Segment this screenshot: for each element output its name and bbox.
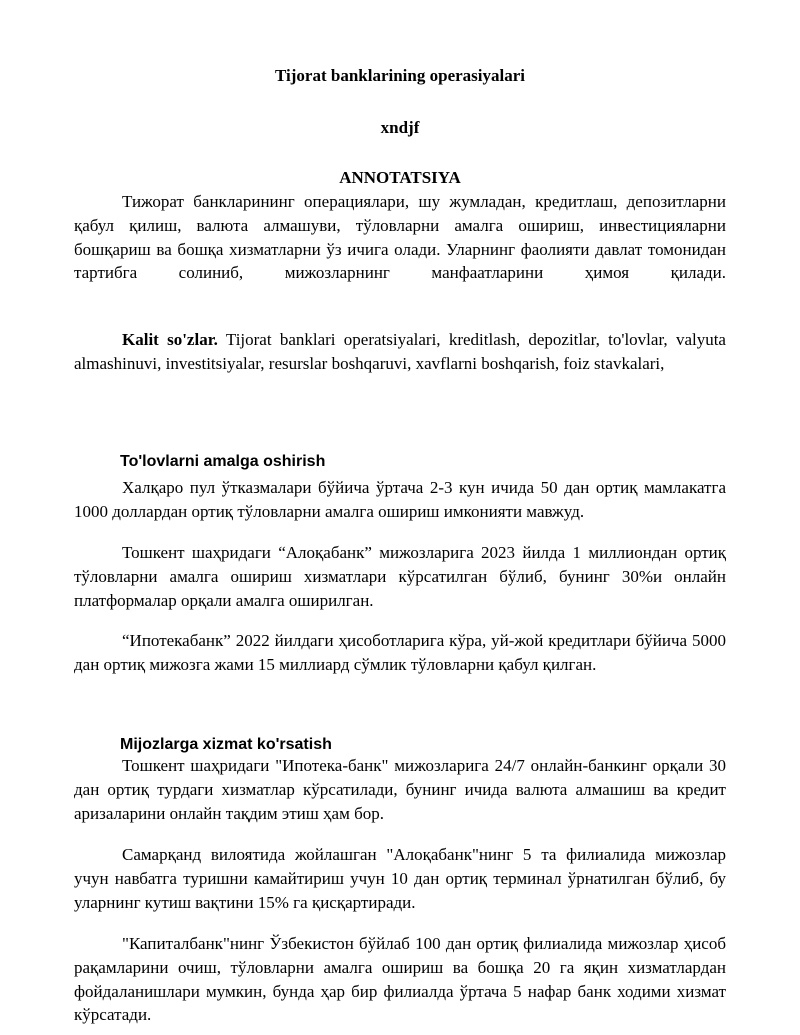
annotation-paragraph: Тижорат банкларининг операциялари, шу жумладан, кредитлаш, депозитларни қабул қилиш, валюта алмашуви, тўловларни амалга ошириш, инвестицияларни бошқариш ва бошқа хизматларни ўз ичига олади. Уларнинг фаолияти давлат томонидан тартибга солиниб, мижозларнинг манфаатларини ҳимоя қилади.	[74, 192, 726, 283]
document-title: Tijorat banklarining operasiyalari	[275, 66, 525, 85]
section-heading-customer-service: Mijozlarga xizmat ko'rsatish	[120, 736, 332, 753]
document-author: xndjf	[380, 118, 420, 137]
keywords-label: Kalit so'zlar.	[122, 330, 218, 349]
payments-paragraph-3: “Ипотекабанк” 2022 йилдаги ҳисоботларига кўра, уй-жой кредитлари бўйича 5000 дан ортиқ мижозга жами 15 миллиард сўмлик тўловларни қабул қилган.	[74, 631, 726, 674]
annotation-heading: ANNOTATSIYA	[339, 168, 461, 187]
payments-paragraph-1: Халқаро пул ўтказмалари бўйича ўртача 2-3 кун ичида 50 дан ортиқ мамлакатга 1000 доллардан ортиқ тўловларни амалга ошириш имконияти мавжуд.	[74, 478, 726, 521]
service-paragraph-1: Тошкент шаҳридаги "Ипотека-банк" мижозларига 24/7 онлайн-банкинг орқали 30 дан ортиқ турдаги хизматлар кўрсатилади, бунинг ичида валюта алмашиш ва кредит аризаларини онлайн тақдим этиш ҳам бор.	[74, 756, 726, 823]
service-paragraph-3: "Капиталбанк"нинг Ўзбекистон бўйлаб 100 дан ортиқ филиалида мижозлар ҳисоб рақамларини очиш, тўловларни амалга ошириш ва бошқа 20 га яқин хизматлардан фойдаланишлари мумкин, бунда ҳар бир филиалда ўртача 5 нафар банк ходими хизмат кўрсатади.	[74, 934, 726, 1025]
keywords-text: Tijorat banklari operatsiyalari, kreditlash, depozitlar, to'lovlar, valyuta almashinuvi, investitsiyalar, resurslar boshqaruvi, xavflarni boshqarish, foiz stavkalari,	[74, 330, 726, 373]
keywords-paragraph	[74, 328, 726, 376]
section-heading-payments: To'lovlarni amalga oshirish	[120, 453, 326, 470]
service-paragraph-2: Самарқанд вилоятида жойлашган "Алоқабанк"нинг 5 та филиалида мижозлар учун навбатга туришни камайтириш учун 10 дан ортиқ терминал ўрнатилган бўлиб, бу уларнинг кутиш вақтини 15% га қисқартиради.	[74, 845, 726, 912]
payments-paragraph-2: Тошкент шаҳридаги “Алоқабанк” мижозларига 2023 йилда 1 миллиондан ортиқ тўловларни амалга ошириш хизматлари кўрсатилган бўлиб, бунинг 30%и онлайн платформалар орқали амалга оширилган.	[74, 543, 726, 610]
